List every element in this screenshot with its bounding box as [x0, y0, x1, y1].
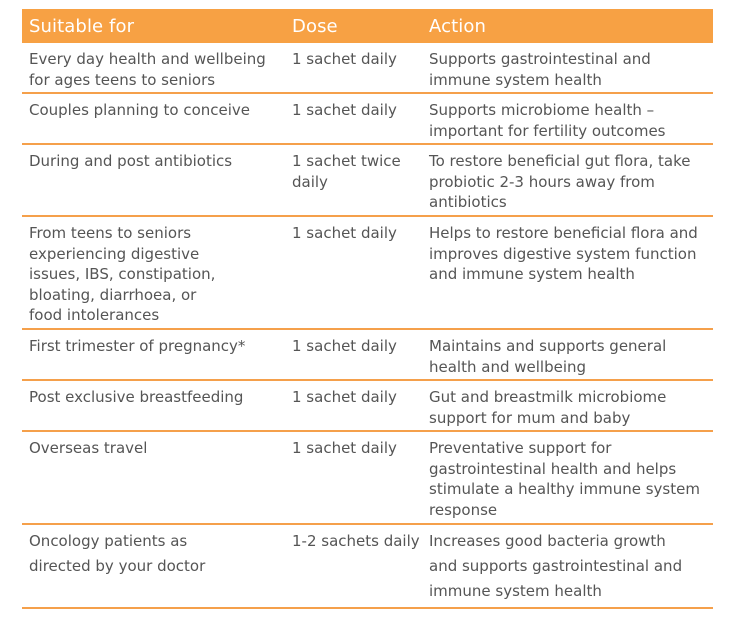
cell-action: Gut and breastmilk microbiome support for mum and baby	[429, 388, 667, 427]
cell-dose: 1 sachet twice daily	[292, 152, 401, 191]
cell-dose: 1 sachet daily	[292, 439, 397, 457]
cell-action: Preventative support for gastrointestinal health and helps stimulate a healthy immune system response	[429, 439, 700, 519]
cell-action: Increases good bacteria growth and supports gastrointestinal and immune system health	[429, 532, 683, 600]
cell-suitable-for: Overseas travel	[29, 439, 148, 457]
cell-suitable-for: From teens to seniors experiencing digestive issues, IBS, constipation, bloating, diarrhoea, or food intolerances	[29, 224, 216, 324]
table-row	[22, 217, 713, 330]
cell-suitable-for: Post exclusive breastfeeding	[29, 388, 244, 406]
header-dose: Dose	[292, 15, 338, 37]
cell-action: Supports microbiome health – important for fertility outcomes	[429, 101, 666, 140]
table-row	[22, 330, 713, 381]
cell-dose: 1 sachet daily	[292, 50, 397, 68]
cell-action: To restore beneficial gut flora, take probiotic 2-3 hours away from antibiotics	[429, 152, 691, 211]
cell-suitable-for: First trimester of pregnancy*	[29, 337, 246, 355]
cell-suitable-for: During and post antibiotics	[29, 152, 233, 170]
cell-dose: 1 sachet daily	[292, 101, 397, 119]
table-row	[22, 381, 713, 432]
cell-action: Helps to restore beneficial flora and improves digestive system function and immune system health	[429, 224, 698, 283]
cell-dose: 1 sachet daily	[292, 337, 397, 355]
cell-dose: 1 sachet daily	[292, 388, 397, 406]
table-row	[22, 145, 713, 217]
cell-suitable-for: Every day health and wellbeing for ages teens to seniors	[29, 50, 266, 89]
table-row	[22, 525, 713, 609]
table-row	[22, 432, 713, 525]
table-row	[22, 94, 713, 145]
header-suitable-for: Suitable for	[29, 15, 135, 37]
cell-dose: 1 sachet daily	[292, 224, 397, 242]
cell-suitable-for: Oncology patients as directed by your doctor	[29, 532, 206, 575]
cell-suitable-for: Couples planning to conceive	[29, 101, 251, 119]
table-row	[22, 43, 713, 94]
header-action: Action	[429, 15, 486, 37]
cell-action: Supports gastrointestinal and immune system health	[429, 50, 651, 89]
cell-dose: 1-2 sachets daily	[292, 532, 420, 550]
table-header	[22, 9, 713, 43]
cell-action: Maintains and supports general health and wellbeing	[429, 337, 667, 376]
dosage-table	[22, 9, 713, 609]
